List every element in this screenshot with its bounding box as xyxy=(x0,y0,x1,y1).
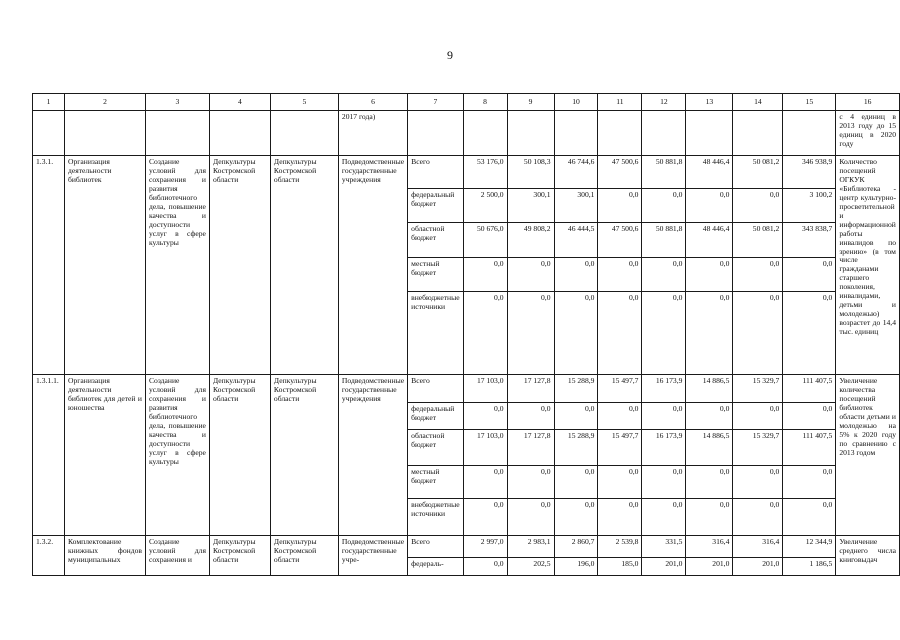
funding-value: 15 497,7 xyxy=(598,375,642,403)
funding-value: 111 407,5 xyxy=(783,375,836,403)
funding-value: 0,0 xyxy=(554,292,598,375)
funding-value: 50 881,8 xyxy=(642,156,686,189)
funding-value: 343 838,7 xyxy=(783,223,836,258)
funding-value: 0,0 xyxy=(686,292,733,375)
funding-value: 48 446,4 xyxy=(686,156,733,189)
column-number-row xyxy=(33,94,900,111)
funding-value: 201,0 xyxy=(686,558,733,576)
funding-value: 17 103,0 xyxy=(463,375,507,403)
funding-value: 3 100,2 xyxy=(783,189,836,223)
funding-value: 0,0 xyxy=(507,403,554,430)
funding-value: 53 176,0 xyxy=(463,156,507,189)
funding-value: 0,0 xyxy=(598,258,642,292)
continuation-result: с 4 единиц в 2013 году до 15 единиц в 2020 году xyxy=(836,111,900,156)
column-number: 10 xyxy=(554,94,598,111)
page-number: 9 xyxy=(447,48,453,62)
activity-number: 1.3.2. xyxy=(33,536,65,576)
funding-value: 16 173,9 xyxy=(642,430,686,466)
funding-source: федеральный бюджет xyxy=(408,189,463,223)
funding-value: 47 500,6 xyxy=(598,156,642,189)
funding-value: 346 938,9 xyxy=(783,156,836,189)
column-number: 9 xyxy=(507,94,554,111)
funding-value: 0,0 xyxy=(642,292,686,375)
funding-value: 49 808,2 xyxy=(507,223,554,258)
column-number: 5 xyxy=(270,94,338,111)
activity-participants: Подведомственные государственные учре- xyxy=(338,536,407,576)
funding-value: 201,0 xyxy=(642,558,686,576)
activity-executor: Депкультуры Костромской области xyxy=(209,156,270,375)
column-number: 8 xyxy=(463,94,507,111)
funding-value: 0,0 xyxy=(642,466,686,499)
program-activities-table xyxy=(32,93,900,576)
activity-participants: Подведомственные государственные учреждения xyxy=(338,375,407,536)
funding-value: 15 288,9 xyxy=(554,430,598,466)
funding-value: 0,0 xyxy=(463,558,507,576)
funding-source: Всего xyxy=(408,536,463,558)
column-number: 16 xyxy=(836,94,900,111)
activity-executor: Депкультуры Костромской области xyxy=(209,375,270,536)
column-number: 14 xyxy=(733,94,783,111)
expected-result: Увеличение количества посещений библиотек области детьми и молодежью на 5% к 2020 году по сравнению с 2013 годом xyxy=(836,375,900,536)
activity-goal: Создание условий для сохранения и развития библиотечного дела, повышение качества и доступности услуг в сфере культуры xyxy=(145,375,209,536)
funding-value: 14 886,5 xyxy=(686,375,733,403)
activity-goal: Создание условий для сохранения и xyxy=(145,536,209,576)
funding-value: 46 444,5 xyxy=(554,223,598,258)
budget-row xyxy=(33,156,900,189)
funding-value: 0,0 xyxy=(463,466,507,499)
funding-value: 0,0 xyxy=(642,499,686,536)
activity-name: Организация деятельности библиотек xyxy=(64,156,145,375)
funding-value: 0,0 xyxy=(733,189,783,223)
funding-source: областной бюджет xyxy=(408,223,463,258)
funding-value: 185,0 xyxy=(598,558,642,576)
funding-value: 0,0 xyxy=(463,292,507,375)
column-number: 1 xyxy=(33,94,65,111)
funding-value: 0,0 xyxy=(554,499,598,536)
funding-value: 15 329,7 xyxy=(733,375,783,403)
column-number: 7 xyxy=(408,94,463,111)
activity-number: 1.3.1.1. xyxy=(33,375,65,536)
funding-value: 17 103,0 xyxy=(463,430,507,466)
funding-value: 0,0 xyxy=(554,258,598,292)
funding-value: 0,0 xyxy=(463,403,507,430)
funding-source: местный бюджет xyxy=(408,466,463,499)
funding-value: 0,0 xyxy=(598,466,642,499)
funding-value: 17 127,8 xyxy=(507,430,554,466)
funding-value: 2 539,8 xyxy=(598,536,642,558)
column-number: 13 xyxy=(686,94,733,111)
continuation-col6: 2017 года) xyxy=(338,111,407,156)
funding-value: 0,0 xyxy=(463,499,507,536)
funding-source: Всего xyxy=(408,375,463,403)
funding-value: 0,0 xyxy=(686,466,733,499)
funding-value: 12 344,9 xyxy=(783,536,836,558)
funding-value: 201,0 xyxy=(733,558,783,576)
funding-value: 0,0 xyxy=(686,403,733,430)
funding-value: 0,0 xyxy=(507,292,554,375)
funding-value: 50 676,0 xyxy=(463,223,507,258)
funding-value: 0,0 xyxy=(733,499,783,536)
funding-value: 17 127,8 xyxy=(507,375,554,403)
funding-value: 316,4 xyxy=(686,536,733,558)
funding-source: внебюджетные источники xyxy=(408,292,463,375)
funding-value: 0,0 xyxy=(733,292,783,375)
funding-value: 300,1 xyxy=(507,189,554,223)
funding-value: 111 407,5 xyxy=(783,430,836,466)
funding-value: 2 983,1 xyxy=(507,536,554,558)
budget-row xyxy=(33,375,900,403)
funding-value: 331,5 xyxy=(642,536,686,558)
column-number: 3 xyxy=(145,94,209,111)
funding-value: 0,0 xyxy=(733,403,783,430)
funding-value: 48 446,4 xyxy=(686,223,733,258)
funding-value: 15 288,9 xyxy=(554,375,598,403)
funding-value: 0,0 xyxy=(598,499,642,536)
funding-value: 300,1 xyxy=(554,189,598,223)
funding-value: 0,0 xyxy=(686,189,733,223)
funding-value: 0,0 xyxy=(598,292,642,375)
activity-responsible: Депкультуры Костромской области xyxy=(270,156,338,375)
funding-value: 0,0 xyxy=(783,292,836,375)
activity-responsible: Депкультуры Костромской области xyxy=(270,536,338,576)
continuation-row xyxy=(33,111,900,156)
activity-executor: Депкультуры Костромской области xyxy=(209,536,270,576)
funding-value: 196,0 xyxy=(554,558,598,576)
funding-value: 0,0 xyxy=(598,189,642,223)
funding-value: 14 886,5 xyxy=(686,430,733,466)
column-number: 6 xyxy=(338,94,407,111)
funding-value: 50 081,2 xyxy=(733,223,783,258)
funding-value: 1 186,5 xyxy=(783,558,836,576)
activity-number: 1.3.1. xyxy=(33,156,65,375)
funding-value: 0,0 xyxy=(554,403,598,430)
funding-value: 47 500,6 xyxy=(598,223,642,258)
funding-value: 0,0 xyxy=(642,403,686,430)
column-number: 15 xyxy=(783,94,836,111)
funding-value: 50 081,2 xyxy=(733,156,783,189)
funding-value: 0,0 xyxy=(686,499,733,536)
funding-value: 0,0 xyxy=(463,258,507,292)
activity-goal: Создание условий для сохранения и развития библиотечного дела, повышение качества и доступности услуг в сфере культуры xyxy=(145,156,209,375)
funding-source: местный бюджет xyxy=(408,258,463,292)
funding-value: 0,0 xyxy=(642,258,686,292)
funding-value: 0,0 xyxy=(783,258,836,292)
funding-source: федеральный бюджет xyxy=(408,403,463,430)
funding-value: 2 500,0 xyxy=(463,189,507,223)
activity-name: Комплектование книжных фондов муниципальных xyxy=(64,536,145,576)
funding-value: 202,5 xyxy=(507,558,554,576)
column-number: 11 xyxy=(598,94,642,111)
funding-value: 0,0 xyxy=(507,466,554,499)
funding-value: 15 497,7 xyxy=(598,430,642,466)
funding-value: 46 744,6 xyxy=(554,156,598,189)
funding-value: 50 108,3 xyxy=(507,156,554,189)
funding-value: 0,0 xyxy=(733,258,783,292)
funding-value: 0,0 xyxy=(686,258,733,292)
activity-responsible: Депкультуры Костромской области xyxy=(270,375,338,536)
funding-source: внебюджетные источники xyxy=(408,499,463,536)
funding-value: 316,4 xyxy=(733,536,783,558)
expected-result: Увеличение среднего числа книговыдач xyxy=(836,536,900,576)
funding-value: 0,0 xyxy=(642,189,686,223)
funding-value: 50 881,8 xyxy=(642,223,686,258)
funding-value: 0,0 xyxy=(733,466,783,499)
funding-value: 0,0 xyxy=(598,403,642,430)
funding-source: областной бюджет xyxy=(408,430,463,466)
activity-name: Организация деятельности библиотек для детей и юношества xyxy=(64,375,145,536)
funding-value: 16 173,9 xyxy=(642,375,686,403)
funding-value: 0,0 xyxy=(507,499,554,536)
funding-value: 0,0 xyxy=(783,499,836,536)
expected-result: Количество посещений ОГКУК «Библиотека - центр культурно-просветительной и информационной работы инвалидов по зрению» (в том числе гражданами старшего поколения, инвалидами, детьми и молодежью) возрастет до 14,4 тыс. единиц xyxy=(836,156,900,375)
funding-value: 0,0 xyxy=(507,258,554,292)
funding-value: 0,0 xyxy=(783,403,836,430)
funding-value: 2 860,7 xyxy=(554,536,598,558)
funding-source: федераль- xyxy=(408,558,463,576)
budget-row xyxy=(33,536,900,558)
funding-value: 0,0 xyxy=(554,466,598,499)
activity-participants: Подведомственные государственные учреждения xyxy=(338,156,407,375)
funding-value: 15 329,7 xyxy=(733,430,783,466)
column-number: 12 xyxy=(642,94,686,111)
column-number: 2 xyxy=(64,94,145,111)
funding-value: 2 997,0 xyxy=(463,536,507,558)
funding-source: Всего xyxy=(408,156,463,189)
column-number: 4 xyxy=(209,94,270,111)
funding-value: 0,0 xyxy=(783,466,836,499)
